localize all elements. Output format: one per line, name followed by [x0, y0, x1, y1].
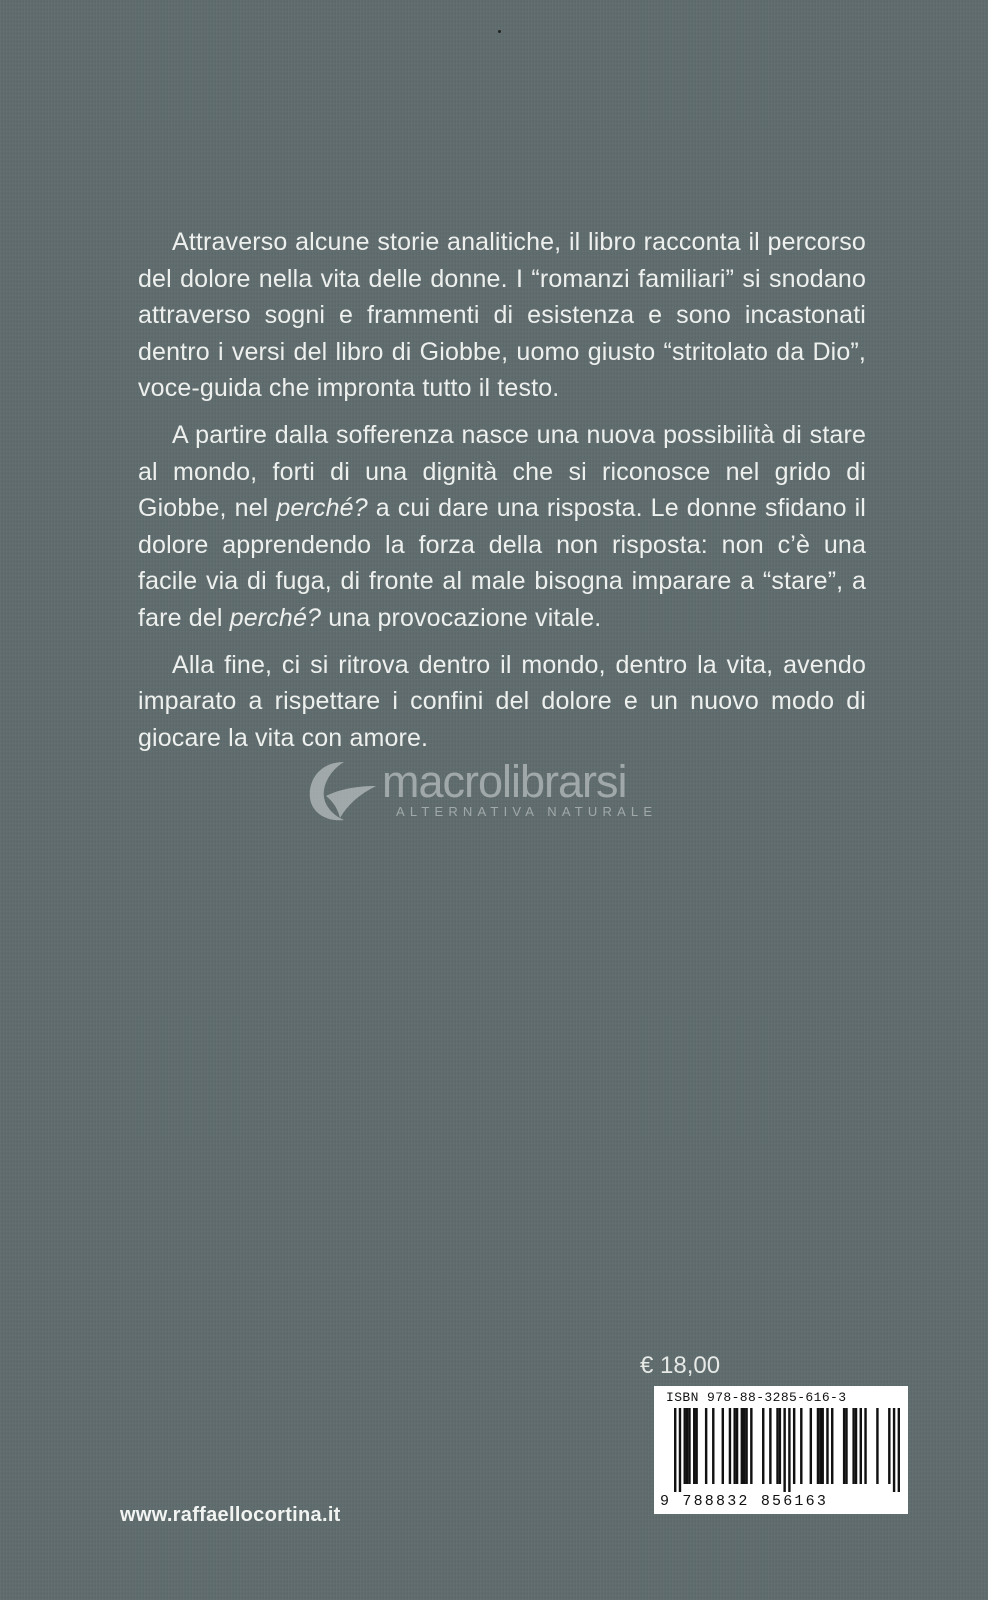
barcode-bar — [888, 1408, 890, 1484]
barcode-bar — [793, 1408, 795, 1484]
barcode-bar — [845, 1408, 847, 1484]
watermark — [304, 752, 694, 832]
barcode-bar — [693, 1408, 695, 1484]
barcode-bar — [843, 1408, 845, 1484]
barcode-bar — [736, 1408, 738, 1484]
blurb-paragraph-2 — [138, 417, 866, 637]
publisher-website: www.raffaellocortina.it — [120, 1504, 341, 1526]
barcode-bar — [876, 1408, 878, 1484]
price: € 18,00 — [640, 1352, 721, 1379]
barcode-bar — [860, 1408, 862, 1484]
barcode-bar — [819, 1408, 821, 1484]
barcode-bar — [893, 1408, 895, 1492]
barcode-bar — [705, 1408, 707, 1484]
barcode-bar — [898, 1408, 900, 1492]
barcode-bar — [810, 1408, 812, 1484]
barcode-bar — [745, 1408, 747, 1484]
barcode-bar — [852, 1408, 854, 1484]
barcode-bar — [750, 1408, 752, 1484]
blurb-p2-part-c: una provocazione vitale. — [321, 603, 602, 632]
barcode-bar — [831, 1408, 833, 1484]
barcode-bar — [855, 1408, 857, 1484]
barcode-bar — [743, 1408, 745, 1484]
ean-digits: 9 788832 856163 — [660, 1493, 829, 1510]
blurb-paragraph-3: Alla fine, ci si ritrova dentro il mondo, dentro la vita, avendo imparato a rispettare i confini del dolore e un nuovo modo di giocare la vita con amore. — [138, 650, 866, 752]
barcode-bars — [662, 1408, 900, 1492]
barcode-bar — [688, 1408, 690, 1484]
barcode-bar — [695, 1408, 697, 1484]
barcode-bar — [741, 1408, 743, 1484]
barcode-bar — [712, 1408, 714, 1484]
blurb-p2-italic-1: perché? — [276, 494, 368, 523]
barcode-bar — [821, 1408, 823, 1484]
barcode-bar — [800, 1408, 802, 1484]
barcode-bar — [779, 1408, 781, 1484]
barcode-bar — [776, 1408, 778, 1484]
blurb-p2-part-b: a cui dare una risposta. Le donne sfidano il dolore apprendendo la forza della non risposta: non c’è una facile via di fuga, di fronte al male bisogna imparare a “stare”, a fare del — [138, 494, 866, 632]
barcode-bar — [674, 1408, 676, 1492]
blurb-p2-part-a: A partire dalla sofferenza nasce una nuova possibilità di stare al mondo, forti di una dignità che si riconosce nel grido di Giobbe, nel — [138, 420, 866, 523]
barcode-bar — [722, 1408, 724, 1484]
barcode-bar — [733, 1408, 735, 1484]
barcode-bar — [729, 1408, 731, 1484]
watermark-tagline: ALTERNATIVA NATURALE — [396, 804, 658, 819]
barcode-bar — [783, 1408, 785, 1492]
barcode-bar — [788, 1408, 790, 1492]
watermark-name: macrolibrarsi — [382, 756, 627, 807]
barcode-bar — [684, 1408, 686, 1484]
barcode-bar — [762, 1408, 764, 1484]
barcode-bar — [679, 1408, 681, 1492]
isbn-label: ISBN 978-88-3285-616-3 — [666, 1390, 847, 1405]
barcode-bar — [817, 1408, 819, 1484]
barcode-bar — [686, 1408, 688, 1484]
leaf-logo-icon — [304, 756, 380, 824]
paper-speck — [498, 30, 501, 33]
blurb-paragraph-1: Attraverso alcune storie analitiche, il libro racconta il percorso del dolore nella vita delle donne. I “romanzi familiari” si snodano attraverso sogni e frammenti di esistenza e sono incastonati dentro i versi del libro di Giobbe, uomo giusto “stritolato da Dio”, voce-guida che impronta tutto il testo. — [138, 228, 866, 403]
blurb-text — [138, 224, 866, 756]
barcode-bar — [864, 1408, 866, 1484]
barcode-bar — [769, 1408, 771, 1484]
barcode — [654, 1386, 908, 1514]
blurb-p2-italic-2: perché? — [229, 603, 322, 632]
barcode-bar — [826, 1408, 828, 1484]
